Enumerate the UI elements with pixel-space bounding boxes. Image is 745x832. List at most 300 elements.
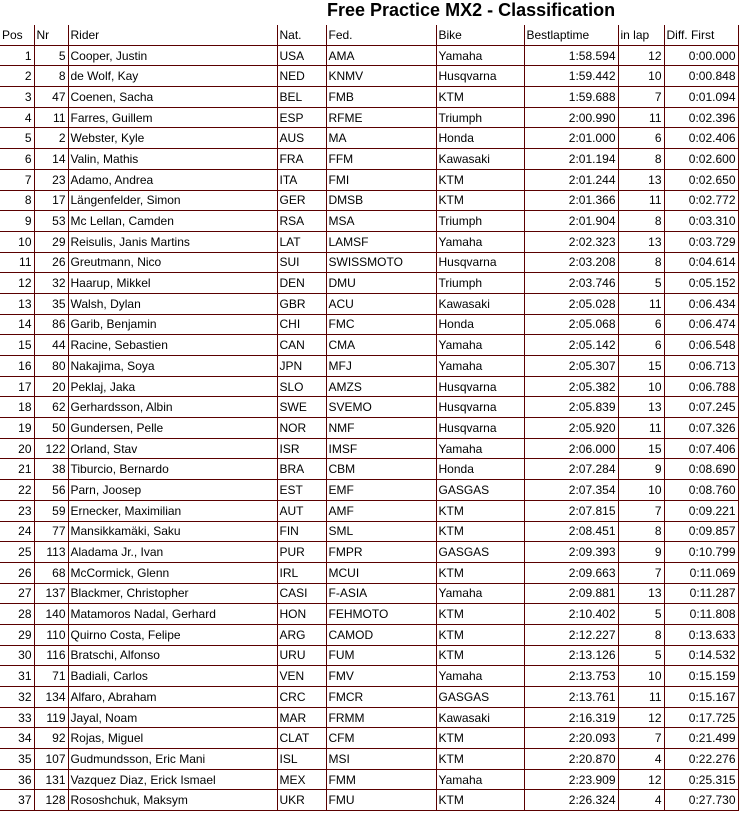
- table-row: [0, 66, 738, 87]
- fed-cell: EMF: [326, 480, 436, 501]
- table-row: [0, 252, 738, 273]
- fed-cell: FUM: [326, 645, 436, 666]
- rider-cell: Coenen, Sacha: [68, 87, 277, 108]
- in-lap-cell: 5: [618, 645, 664, 666]
- bestlaptime-cell: 1:59.442: [524, 66, 618, 87]
- nr-cell: 107: [34, 749, 68, 770]
- bestlaptime-cell: 2:05.142: [524, 335, 618, 356]
- diff-first-cell: 0:27.730: [664, 790, 738, 811]
- diff-first-cell: 0:07.326: [664, 418, 738, 439]
- bike-cell: GASGAS: [436, 687, 524, 708]
- nr-cell: 113: [34, 542, 68, 563]
- table-row: [0, 314, 738, 335]
- diff-first-cell: 0:00.848: [664, 66, 738, 87]
- header-nr: Nr: [34, 25, 68, 45]
- fed-cell: FMB: [326, 87, 436, 108]
- fed-cell: FMM: [326, 769, 436, 790]
- nat-cell: NED: [277, 66, 326, 87]
- diff-first-cell: 0:03.729: [664, 231, 738, 252]
- diff-first-cell: 0:15.167: [664, 687, 738, 708]
- pos-cell: 7: [0, 169, 34, 190]
- pos-cell: 35: [0, 749, 34, 770]
- diff-first-cell: 0:06.548: [664, 335, 738, 356]
- nr-cell: 110: [34, 624, 68, 645]
- header-fed: Fed.: [326, 25, 436, 45]
- diff-first-cell: 0:02.600: [664, 149, 738, 170]
- pos-cell: 36: [0, 769, 34, 790]
- nat-cell: AUT: [277, 500, 326, 521]
- nr-cell: 20: [34, 376, 68, 397]
- bike-cell: KTM: [436, 624, 524, 645]
- nat-cell: ISR: [277, 438, 326, 459]
- nat-cell: MAR: [277, 707, 326, 728]
- nr-cell: 128: [34, 790, 68, 811]
- rider-cell: Mc Lellan, Camden: [68, 211, 277, 232]
- pos-cell: 21: [0, 459, 34, 480]
- in-lap-cell: 13: [618, 397, 664, 418]
- bestlaptime-cell: 2:00.990: [524, 107, 618, 128]
- nr-cell: 116: [34, 645, 68, 666]
- nr-cell: 23: [34, 169, 68, 190]
- rider-cell: Quirno Costa, Felipe: [68, 624, 277, 645]
- nat-cell: CASI: [277, 583, 326, 604]
- in-lap-cell: 7: [618, 500, 664, 521]
- bestlaptime-cell: 2:07.815: [524, 500, 618, 521]
- fed-cell: FEHMOTO: [326, 604, 436, 625]
- rider-cell: Rososhchuk, Maksym: [68, 790, 277, 811]
- bestlaptime-cell: 2:12.227: [524, 624, 618, 645]
- bestlaptime-cell: 2:20.870: [524, 749, 618, 770]
- table-row: [0, 521, 738, 542]
- pos-cell: 20: [0, 438, 34, 459]
- bestlaptime-cell: 2:01.366: [524, 190, 618, 211]
- fed-cell: AMZS: [326, 376, 436, 397]
- nat-cell: LAT: [277, 231, 326, 252]
- table-row: [0, 707, 738, 728]
- in-lap-cell: 10: [618, 376, 664, 397]
- bike-cell: KTM: [436, 87, 524, 108]
- header-in-lap: in lap: [618, 25, 664, 45]
- bestlaptime-cell: 1:59.688: [524, 87, 618, 108]
- bestlaptime-cell: 2:16.319: [524, 707, 618, 728]
- fed-cell: MFJ: [326, 356, 436, 377]
- in-lap-cell: 6: [618, 314, 664, 335]
- pos-cell: 12: [0, 273, 34, 294]
- bike-cell: Kawasaki: [436, 149, 524, 170]
- fed-cell: NMF: [326, 418, 436, 439]
- in-lap-cell: 11: [618, 107, 664, 128]
- nr-cell: 119: [34, 707, 68, 728]
- diff-first-cell: 0:11.069: [664, 562, 738, 583]
- nr-cell: 32: [34, 273, 68, 294]
- nat-cell: DEN: [277, 273, 326, 294]
- table-row: [0, 107, 738, 128]
- diff-first-cell: 0:01.094: [664, 87, 738, 108]
- bike-cell: Husqvarna: [436, 397, 524, 418]
- pos-cell: 9: [0, 211, 34, 232]
- nr-cell: 5: [34, 45, 68, 66]
- bestlaptime-cell: 2:06.000: [524, 438, 618, 459]
- fed-cell: FMPR: [326, 542, 436, 563]
- rider-cell: Adamo, Andrea: [68, 169, 277, 190]
- bike-cell: Yamaha: [436, 356, 524, 377]
- table-row: [0, 397, 738, 418]
- in-lap-cell: 7: [618, 728, 664, 749]
- rider-cell: McCormick, Glenn: [68, 562, 277, 583]
- bike-cell: Yamaha: [436, 583, 524, 604]
- table-row: [0, 128, 738, 149]
- nr-cell: 44: [34, 335, 68, 356]
- pos-cell: 8: [0, 190, 34, 211]
- in-lap-cell: 8: [618, 521, 664, 542]
- bike-cell: KTM: [436, 790, 524, 811]
- in-lap-cell: 7: [618, 87, 664, 108]
- in-lap-cell: 9: [618, 542, 664, 563]
- pos-cell: 24: [0, 521, 34, 542]
- in-lap-cell: 13: [618, 231, 664, 252]
- diff-first-cell: 0:03.310: [664, 211, 738, 232]
- nr-cell: 8: [34, 66, 68, 87]
- table-row: [0, 169, 738, 190]
- bike-cell: Yamaha: [436, 231, 524, 252]
- nat-cell: URU: [277, 645, 326, 666]
- fed-cell: SML: [326, 521, 436, 542]
- bestlaptime-cell: 2:03.208: [524, 252, 618, 273]
- bike-cell: Honda: [436, 459, 524, 480]
- bike-cell: KTM: [436, 190, 524, 211]
- pos-cell: 29: [0, 624, 34, 645]
- nr-cell: 71: [34, 666, 68, 687]
- rider-cell: Gundersen, Pelle: [68, 418, 277, 439]
- in-lap-cell: 10: [618, 480, 664, 501]
- in-lap-cell: 5: [618, 604, 664, 625]
- fed-cell: MSI: [326, 749, 436, 770]
- rider-cell: Garib, Benjamin: [68, 314, 277, 335]
- bestlaptime-cell: 2:13.753: [524, 666, 618, 687]
- nat-cell: MEX: [277, 769, 326, 790]
- nr-cell: 50: [34, 418, 68, 439]
- pos-cell: 26: [0, 562, 34, 583]
- nr-cell: 29: [34, 231, 68, 252]
- table-row: [0, 418, 738, 439]
- nat-cell: PUR: [277, 542, 326, 563]
- nat-cell: CHI: [277, 314, 326, 335]
- diff-first-cell: 0:25.315: [664, 769, 738, 790]
- nat-cell: CLAT: [277, 728, 326, 749]
- nr-cell: 2: [34, 128, 68, 149]
- rider-cell: Badiali, Carlos: [68, 666, 277, 687]
- table-row: [0, 790, 738, 811]
- table-row: [0, 749, 738, 770]
- table-row: [0, 500, 738, 521]
- nat-cell: HON: [277, 604, 326, 625]
- bike-cell: KTM: [436, 728, 524, 749]
- bestlaptime-cell: 2:01.194: [524, 149, 618, 170]
- in-lap-cell: 4: [618, 749, 664, 770]
- pos-cell: 32: [0, 687, 34, 708]
- bestlaptime-cell: 2:05.068: [524, 314, 618, 335]
- pos-cell: 10: [0, 231, 34, 252]
- in-lap-cell: 12: [618, 45, 664, 66]
- bestlaptime-cell: 2:13.126: [524, 645, 618, 666]
- rider-cell: Aladama Jr., Ivan: [68, 542, 277, 563]
- bestlaptime-cell: 1:58.594: [524, 45, 618, 66]
- rider-cell: Alfaro, Abraham: [68, 687, 277, 708]
- pos-cell: 22: [0, 480, 34, 501]
- rider-cell: Blackmer, Christopher: [68, 583, 277, 604]
- nr-cell: 80: [34, 356, 68, 377]
- bike-cell: KTM: [436, 562, 524, 583]
- pos-cell: 18: [0, 397, 34, 418]
- diff-first-cell: 0:02.396: [664, 107, 738, 128]
- diff-first-cell: 0:08.760: [664, 480, 738, 501]
- rider-cell: de Wolf, Kay: [68, 66, 277, 87]
- bestlaptime-cell: 2:07.284: [524, 459, 618, 480]
- diff-first-cell: 0:06.788: [664, 376, 738, 397]
- nr-cell: 14: [34, 149, 68, 170]
- rider-cell: Ernecker, Maximilian: [68, 500, 277, 521]
- bike-cell: Yamaha: [436, 335, 524, 356]
- bike-cell: Triumph: [436, 273, 524, 294]
- fed-cell: FMU: [326, 790, 436, 811]
- bestlaptime-cell: 2:10.402: [524, 604, 618, 625]
- rider-cell: Peklaj, Jaka: [68, 376, 277, 397]
- diff-first-cell: 0:02.406: [664, 128, 738, 149]
- bike-cell: Honda: [436, 128, 524, 149]
- table-row: [0, 645, 738, 666]
- nr-cell: 11: [34, 107, 68, 128]
- bestlaptime-cell: 2:01.904: [524, 211, 618, 232]
- nr-cell: 59: [34, 500, 68, 521]
- rider-cell: Rojas, Miguel: [68, 728, 277, 749]
- bestlaptime-cell: 2:13.761: [524, 687, 618, 708]
- nat-cell: BEL: [277, 87, 326, 108]
- fed-cell: KNMV: [326, 66, 436, 87]
- fed-cell: FMI: [326, 169, 436, 190]
- rider-cell: Valin, Mathis: [68, 149, 277, 170]
- nr-cell: 26: [34, 252, 68, 273]
- in-lap-cell: 15: [618, 438, 664, 459]
- classification-table: [0, 25, 739, 811]
- nat-cell: GBR: [277, 293, 326, 314]
- nat-cell: CAN: [277, 335, 326, 356]
- diff-first-cell: 0:06.713: [664, 356, 738, 377]
- rider-cell: Racine, Sebastien: [68, 335, 277, 356]
- in-lap-cell: 6: [618, 128, 664, 149]
- table-row: [0, 293, 738, 314]
- in-lap-cell: 8: [618, 149, 664, 170]
- nat-cell: ESP: [277, 107, 326, 128]
- header-pos: Pos: [0, 25, 34, 45]
- diff-first-cell: 0:02.772: [664, 190, 738, 211]
- nat-cell: JPN: [277, 356, 326, 377]
- pos-cell: 25: [0, 542, 34, 563]
- bestlaptime-cell: 2:09.663: [524, 562, 618, 583]
- fed-cell: AMF: [326, 500, 436, 521]
- bike-cell: Kawasaki: [436, 293, 524, 314]
- bike-cell: KTM: [436, 521, 524, 542]
- bike-cell: Yamaha: [436, 769, 524, 790]
- fed-cell: RFME: [326, 107, 436, 128]
- table-row: [0, 459, 738, 480]
- diff-first-cell: 0:04.614: [664, 252, 738, 273]
- table-row: [0, 687, 738, 708]
- bestlaptime-cell: 2:20.093: [524, 728, 618, 749]
- rider-cell: Reisulis, Janis Martins: [68, 231, 277, 252]
- table-row: [0, 624, 738, 645]
- bestlaptime-cell: 2:09.881: [524, 583, 618, 604]
- pos-cell: 15: [0, 335, 34, 356]
- in-lap-cell: 13: [618, 583, 664, 604]
- table-row: [0, 87, 738, 108]
- nat-cell: CRC: [277, 687, 326, 708]
- rider-cell: Tiburcio, Bernardo: [68, 459, 277, 480]
- nr-cell: 140: [34, 604, 68, 625]
- nat-cell: RSA: [277, 211, 326, 232]
- nat-cell: VEN: [277, 666, 326, 687]
- nat-cell: ARG: [277, 624, 326, 645]
- pos-cell: 5: [0, 128, 34, 149]
- in-lap-cell: 12: [618, 707, 664, 728]
- bike-cell: Husqvarna: [436, 418, 524, 439]
- diff-first-cell: 0:17.725: [664, 707, 738, 728]
- fed-cell: FMV: [326, 666, 436, 687]
- fed-cell: AMA: [326, 45, 436, 66]
- fed-cell: ACU: [326, 293, 436, 314]
- diff-first-cell: 0:05.152: [664, 273, 738, 294]
- fed-cell: CFM: [326, 728, 436, 749]
- bike-cell: GASGAS: [436, 542, 524, 563]
- in-lap-cell: 9: [618, 459, 664, 480]
- bike-cell: KTM: [436, 645, 524, 666]
- pos-cell: 27: [0, 583, 34, 604]
- header-rider: Rider: [68, 25, 277, 45]
- table-row: [0, 190, 738, 211]
- nr-cell: 92: [34, 728, 68, 749]
- bike-cell: GASGAS: [436, 480, 524, 501]
- in-lap-cell: 8: [618, 252, 664, 273]
- rider-cell: Farres, Guillem: [68, 107, 277, 128]
- nat-cell: FIN: [277, 521, 326, 542]
- bestlaptime-cell: 2:05.028: [524, 293, 618, 314]
- table-row: [0, 45, 738, 66]
- fed-cell: LAMSF: [326, 231, 436, 252]
- bike-cell: Husqvarna: [436, 252, 524, 273]
- nat-cell: ISL: [277, 749, 326, 770]
- nat-cell: AUS: [277, 128, 326, 149]
- bike-cell: Honda: [436, 314, 524, 335]
- bestlaptime-cell: 2:08.451: [524, 521, 618, 542]
- in-lap-cell: 10: [618, 666, 664, 687]
- header-bestlaptime: Bestlaptime: [524, 25, 618, 45]
- in-lap-cell: 7: [618, 562, 664, 583]
- fed-cell: FMC: [326, 314, 436, 335]
- nat-cell: FRA: [277, 149, 326, 170]
- bike-cell: Yamaha: [436, 666, 524, 687]
- table-row: [0, 356, 738, 377]
- pos-cell: 13: [0, 293, 34, 314]
- fed-cell: F-ASIA: [326, 583, 436, 604]
- diff-first-cell: 0:10.799: [664, 542, 738, 563]
- diff-first-cell: 0:09.221: [664, 500, 738, 521]
- diff-first-cell: 0:09.857: [664, 521, 738, 542]
- rider-cell: Orland, Stav: [68, 438, 277, 459]
- fed-cell: FFM: [326, 149, 436, 170]
- nat-cell: SUI: [277, 252, 326, 273]
- pos-cell: 6: [0, 149, 34, 170]
- nat-cell: SWE: [277, 397, 326, 418]
- page-title: Free Practice MX2 - Classification: [327, 0, 616, 20]
- rider-cell: Jayal, Noam: [68, 707, 277, 728]
- fed-cell: MSA: [326, 211, 436, 232]
- fed-cell: FMCR: [326, 687, 436, 708]
- nat-cell: BRA: [277, 459, 326, 480]
- table-row: [0, 604, 738, 625]
- in-lap-cell: 5: [618, 273, 664, 294]
- nat-cell: SLO: [277, 376, 326, 397]
- nr-cell: 77: [34, 521, 68, 542]
- pos-cell: 33: [0, 707, 34, 728]
- bestlaptime-cell: 2:05.382: [524, 376, 618, 397]
- header-nat: Nat.: [277, 25, 326, 45]
- bestlaptime-cell: 2:01.000: [524, 128, 618, 149]
- fed-cell: MCUI: [326, 562, 436, 583]
- table-row: [0, 273, 738, 294]
- diff-first-cell: 0:00.000: [664, 45, 738, 66]
- in-lap-cell: 11: [618, 293, 664, 314]
- nr-cell: 17: [34, 190, 68, 211]
- rider-cell: Cooper, Justin: [68, 45, 277, 66]
- fed-cell: SWISSMOTO: [326, 252, 436, 273]
- in-lap-cell: 11: [618, 190, 664, 211]
- diff-first-cell: 0:07.245: [664, 397, 738, 418]
- pos-cell: 4: [0, 107, 34, 128]
- in-lap-cell: 11: [618, 687, 664, 708]
- pos-cell: 16: [0, 356, 34, 377]
- in-lap-cell: 8: [618, 624, 664, 645]
- nr-cell: 53: [34, 211, 68, 232]
- rider-cell: Bratschi, Alfonso: [68, 645, 277, 666]
- pos-cell: 31: [0, 666, 34, 687]
- in-lap-cell: 13: [618, 169, 664, 190]
- nr-cell: 134: [34, 687, 68, 708]
- diff-first-cell: 0:22.276: [664, 749, 738, 770]
- in-lap-cell: 6: [618, 335, 664, 356]
- nr-cell: 86: [34, 314, 68, 335]
- pos-cell: 28: [0, 604, 34, 625]
- nat-cell: EST: [277, 480, 326, 501]
- rider-cell: Haarup, Mikkel: [68, 273, 277, 294]
- rider-cell: Nakajima, Soya: [68, 356, 277, 377]
- nr-cell: 137: [34, 583, 68, 604]
- in-lap-cell: 10: [618, 66, 664, 87]
- rider-cell: Mansikkamäki, Saku: [68, 521, 277, 542]
- diff-first-cell: 0:14.532: [664, 645, 738, 666]
- nat-cell: ITA: [277, 169, 326, 190]
- diff-first-cell: 0:11.287: [664, 583, 738, 604]
- diff-first-cell: 0:11.808: [664, 604, 738, 625]
- pos-cell: 19: [0, 418, 34, 439]
- bestlaptime-cell: 2:07.354: [524, 480, 618, 501]
- rider-cell: Gudmundsson, Eric Mani: [68, 749, 277, 770]
- bike-cell: Triumph: [436, 211, 524, 232]
- table-row: [0, 666, 738, 687]
- table-row: [0, 211, 738, 232]
- nat-cell: IRL: [277, 562, 326, 583]
- table-row: [0, 769, 738, 790]
- fed-cell: DMU: [326, 273, 436, 294]
- bike-cell: KTM: [436, 500, 524, 521]
